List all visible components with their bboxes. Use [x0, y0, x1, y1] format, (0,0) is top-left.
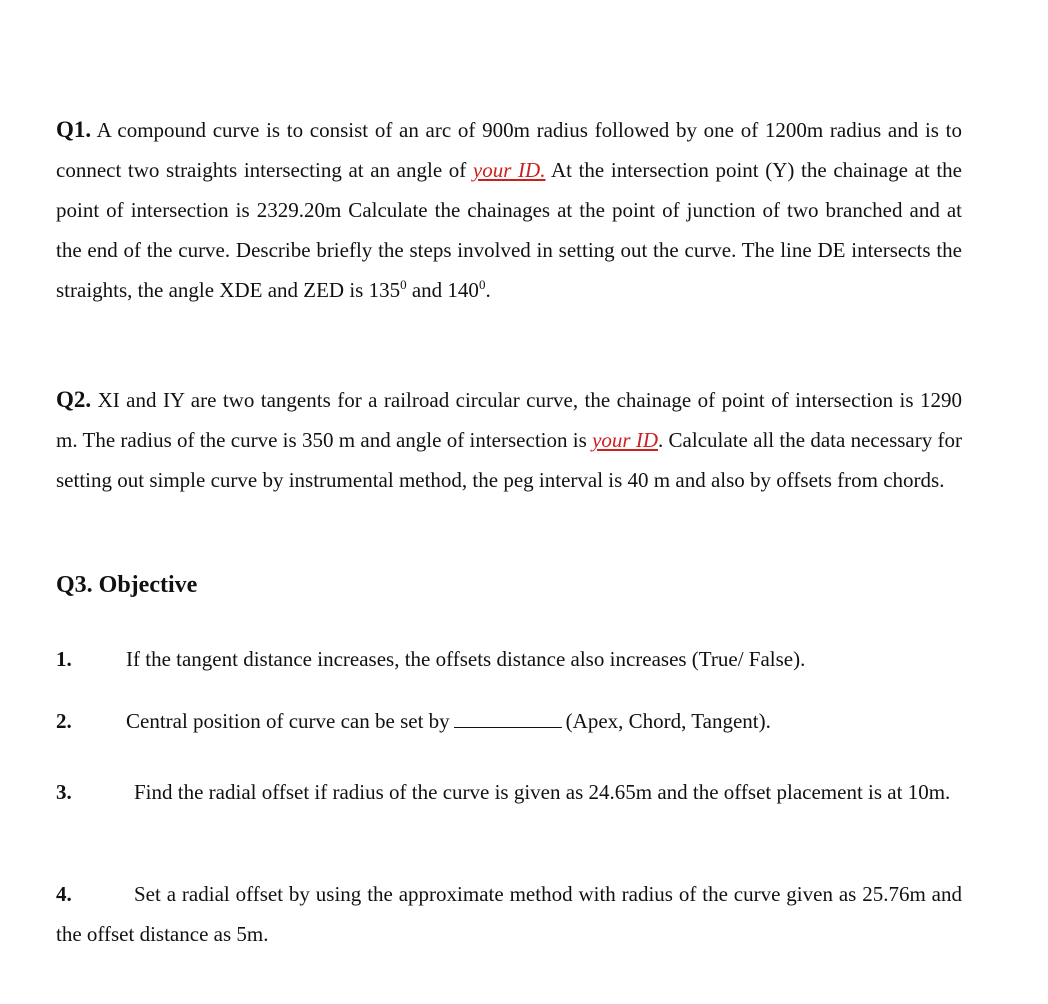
question-1-text-b: At the intersection point (Y) the chainage at the point of intersection is 2329.20m Calculate the chainages at the point of junction of two branched and at the end of the curve. Describe briefly the steps involved in setting out the curve. The line DE intersects the straights, the angle XDE and ZED is 135	[56, 158, 963, 302]
degree-superscript: 0	[400, 277, 407, 292]
question-1-text-c: and 140	[406, 278, 479, 302]
objective-item	[56, 709, 962, 734]
item-number: 4.	[56, 882, 72, 906]
item-text: Central position of curve can be set by	[126, 709, 450, 733]
degree-superscript: 0	[478, 277, 486, 292]
item-text: Set a radial offset by using the approximate method with radius of the curve given as 25.76m and the offset distance as 5m.	[56, 882, 962, 946]
question-1	[56, 110, 962, 310]
item-text: Find the radial offset if radius of the curve is given as 24.65m and the offset placement is at 10m.	[134, 780, 951, 804]
item-text: If the tangent distance increases, the offsets distance also increases (True/ False).	[126, 647, 806, 671]
your-id-link[interactable]: your ID	[592, 428, 659, 452]
item-number: 3.	[56, 780, 72, 804]
question-1-text-a: A compound curve is to consist of an arc of 900m radius followed by one of 1200m radius and is to connect two straights intersecting at an angle of	[56, 118, 962, 182]
question-2	[56, 380, 962, 500]
answer-blank	[454, 709, 562, 728]
item-text: (Apex, Chord, Tangent).	[565, 709, 771, 733]
objective-item	[56, 647, 962, 672]
objective-item	[56, 874, 962, 954]
question-2-label: Q2.	[56, 387, 92, 412]
your-id-link[interactable]: your ID.	[472, 158, 546, 182]
objective-heading: Q3. Objective	[56, 572, 198, 598]
objective-item	[56, 772, 962, 812]
question-2-text-b: . Calculate all the data necessary for setting out simple curve by instrumental method, the peg interval is 40 m and also by offsets from chords.	[56, 428, 963, 492]
question-1-text-d: .	[485, 278, 491, 302]
item-number: 1.	[56, 647, 72, 671]
question-1-label: Q1.	[56, 117, 92, 142]
question-2-text-a: XI and IY are two tangents for a railroad circular curve, the chainage of point of intersection is 1290 m. The radius of the curve is 350 m and angle of intersection is	[56, 388, 962, 452]
item-number: 2.	[56, 709, 72, 733]
